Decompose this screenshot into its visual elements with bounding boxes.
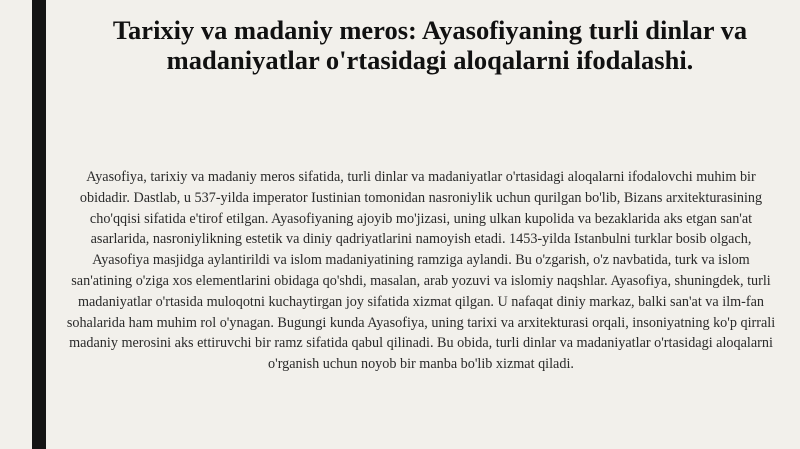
slide-body-text: Ayasofiya, tarixiy va madaniy meros sifatida, turli dinlar va madaniyatlar o'rtasidagi aloqalarni ifodalovchi muhim bir obidadir. Dastlab, u 537-yilda imperator Iustinian tomonidan nasroniylik uchun qurilgan bo'lib, Bizans arxitekturasining cho'qqisi sifatida e'tirof etilgan. Ayasofiyaning ajoyib mo'jizasi, uning ulkan kupolida va bezaklarida aks etgan san'at asarlarida, nasroniylikning estetik va diniy qadriyatlarini namoyish etadi. 1453-yilda Istanbulni turklar bosib olgach, Ayasofiya masjidga aylantirildi va islom madaniyatining ramziga aylandi. Bu o'zgarish, o'z navbatida, turk va islom san'atining o'ziga xos elementlarini obidaga qo'shdi, masalan, arab yozuvi va islomiy naqshlar. Ayasofiya, shuningdek, turli madaniyatlar o'rtasida muloqotni kuchaytirgan joy sifatida xizmat qilgan. U nafaqat diniy markaz, balki san'at va ilm-fan sohalarida ham muhim rol o'ynagan. Bugungi kunda Ayasofiya, uning tarixi va arxitekturasi orqali, insoniyatning ko'p qirrali madaniy merosini aks ettiruvchi bir ramz sifatida qabul qilinadi. Bu obida, turli dinlar va madaniyatlar o'rtasidagi aloqalarni o'rganish uchun noyob bir manba bo'lib xizmat qiladi. — [66, 169, 776, 373]
left-accent-bar — [32, 0, 46, 449]
slide-title: Tarixiy va madaniy meros: Ayasofiyaning turli dinlar va madaniyatlar o'rtasidagi aloqalarni ifodalashi. — [112, 15, 748, 75]
